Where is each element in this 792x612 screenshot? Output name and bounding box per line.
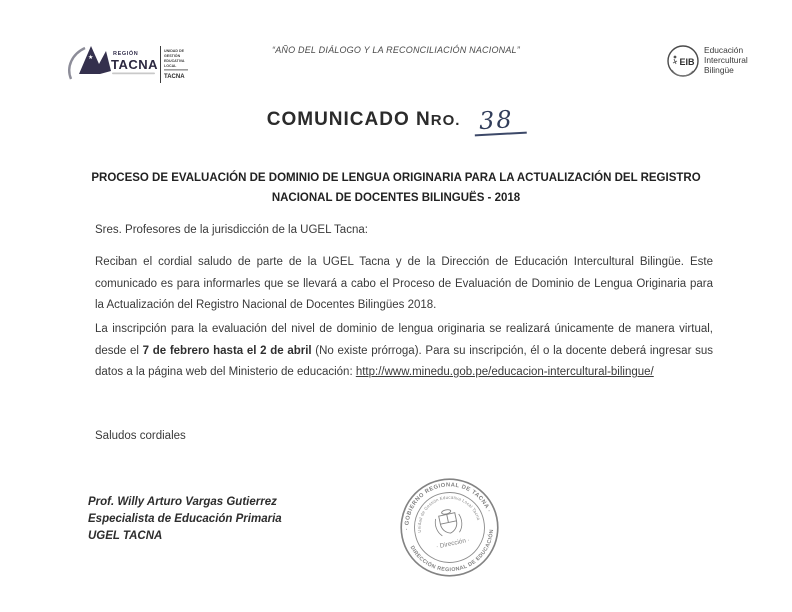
inscription-date-range: 7 de febrero hasta el 2 de abril: [142, 344, 312, 357]
paragraph-2-text: (No existe prórroga). Para su inscripción, él o la docente deberá ingresar sus datos a la página web del Ministerio de educación:: [95, 344, 713, 378]
figure-icon: [673, 59, 677, 64]
salutation: Sres. Profesores de la jurisdicción de la UGEL Tacna:: [95, 224, 368, 236]
comunicado-label-ordinal: RO.: [430, 112, 461, 129]
stamp-direccion-label: · Dirección ·: [435, 536, 471, 551]
eib-acronym: EIB: [679, 57, 695, 67]
signature-name: Prof. Willy Arturo Vargas Gutierrez: [88, 496, 277, 508]
stamp-ring-bottom-text: DIRECCIÓN REGIONAL DE EDUCACIÓN: [408, 528, 496, 574]
stamp-ring-top-text: · GOBIERNO REGIONAL DE TACNA ·: [404, 482, 492, 531]
figure-icon: [674, 56, 677, 59]
paragraph-2-text: La inscripción para la evaluación del nivel de dominio de lengua originaria se realizará únicamente de manera virtual, desde el: [95, 323, 713, 357]
subject-heading: [0, 168, 792, 208]
subject-line-1: PROCESO DE EVALUACIÓN DE DOMINIO DE LENGUA ORIGINARIA PARA LA ACTUALIZACIÓN DEL REGISTRO: [91, 172, 701, 184]
logo-tagline-smudge: [112, 73, 155, 75]
eib-logo: [662, 40, 768, 82]
subject-line-2: NACIONAL DE DOCENTES BILINGUËS - 2018: [271, 192, 521, 204]
logo-region-label: REGIÓN: [113, 51, 139, 57]
national-motto: “AÑO DEL DIÁLOGO Y LA RECONCILIACIÓN NACIONAL”: [272, 45, 520, 55]
logo-region-name: TACNA: [111, 57, 159, 72]
unit-line: EDUCATIVA: [164, 59, 185, 63]
paragraph-1: Reciban el cordial saludo de parte de la UGEL Tacna y de la Dirección de Educación Intercultural Bilingüe. Este comunicado es para informarles que se llevará a cabo el Proceso de Evaluación de Dominio de Lengua Originaria para la Actualización del Registro Nacional de Docentes Bilingües 2018.: [95, 256, 713, 311]
eib-label-line: Educación: [704, 45, 744, 55]
signature-organization: UGEL TACNA: [88, 530, 163, 542]
unit-divider: [164, 70, 188, 71]
paragraph-2: [95, 319, 713, 384]
unit-line: UNIDAD DE: [164, 49, 184, 53]
comunicado-number: 38: [473, 108, 526, 136]
page-title: [0, 105, 792, 136]
comunicado-label: COMUNICADO N: [266, 109, 431, 130]
signature-role: Especialista de Educación Primaria: [88, 513, 282, 525]
minedu-link[interactable]: http://www.minedu.gob.pe/educacion-intercultural-bilingue/: [355, 366, 654, 378]
unit-line: LOCAL: [164, 64, 177, 68]
closing-line: Saludos cordiales: [95, 430, 186, 442]
star-icon: ★: [88, 55, 94, 61]
eib-label-line: Bilingüe: [704, 65, 734, 75]
official-stamp: [382, 460, 516, 594]
eib-label-line: Intercultural: [704, 55, 748, 65]
unit-name: TACNA: [164, 74, 185, 80]
coat-of-arms-icon: [433, 507, 464, 537]
stamp-ring-inner-text: Unidad de Gestión Educativa Local Tacna: [416, 494, 482, 533]
signature-block: [88, 494, 282, 545]
unit-line: GESTIÓN: [164, 54, 181, 58]
